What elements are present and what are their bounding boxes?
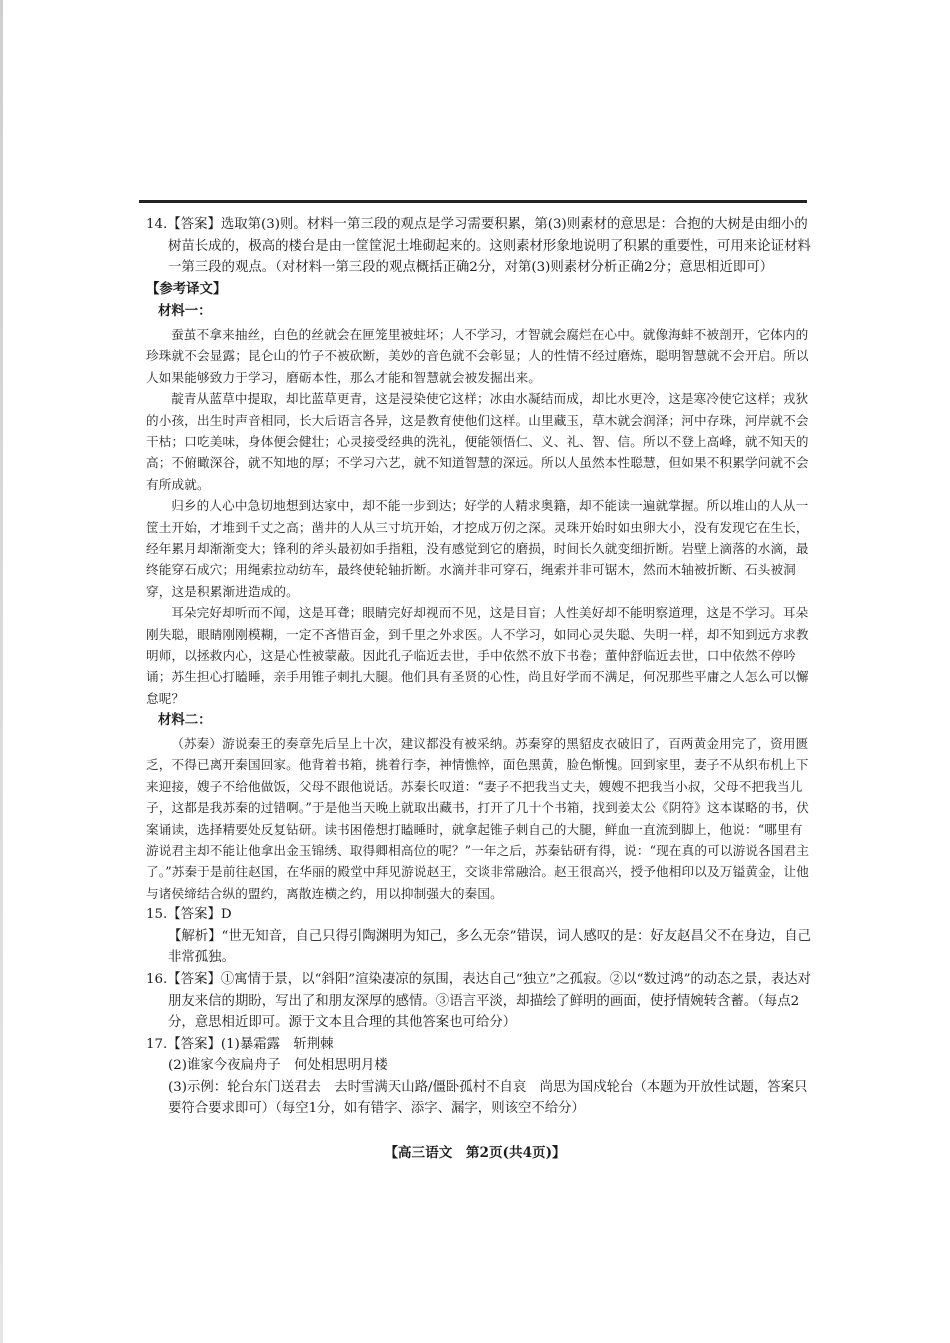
material1-paragraph: 蚕茧不拿来抽丝，白色的丝就会在匣笼里被蛀坏；人不学习，才智就会腐烂在心中。就像海蚌不被剖开，它体内的珍珠就不会显露；昆仑山的竹子不被砍断，美妙的音色就不会彰显；人的性情不经过磨炼，聪明智慧就不会开启。所以人如果能够致力于学习，磨砺本性，那么才能和智慧就会被发掘出来。 xyxy=(146,326,809,385)
q15-analysis: 【解析】“世无知音，自己只得引陶渊明为知己，多么无奈”错误，词人感叹的是：好友赵昌父不在身边，自己非常孤独。 xyxy=(168,928,812,966)
q16-answer: 16.【答案】①寓情于景，以“斜阳”渲染凄凉的氛围，表达自己“独立”之孤寂。②以“数过鸿”的动态之景，表达对朋友来信的期盼，写出了和朋友深厚的感情。③语言平淡，却描绘了鲜明的画面，使抒情婉转含蓄。（每点2分，意思相近即可。源于文本且合理的其他答案也可给分） xyxy=(146,971,811,1031)
material2-label: 材料二： xyxy=(158,712,212,729)
material1-paragraph: 靛青从蓝草中提取，却比蓝草更青，这是浸染使它这样；冰由水凝结而成，却比水更冷，这是寒冷使它这样；戎狄的小孩，出生时声音相同，长大后语言各异，这是教育使他们这样。山里藏玉，草木就会润泽；河中存珠，河岸就不会干枯；口吃美味，身体便会健壮；心灵接受经典的洗礼，便能领悟仁、义、礼、智、信。所以不登上高峰，就不知天的高；不俯瞰深谷，就不知地的厚；不学习六艺，就不知道智慧的深远。所以人虽然本性聪慧，但如果不积累学问就不会有所成就。 xyxy=(146,391,809,492)
page-content xyxy=(146,214,812,1120)
q17-answer-line1: 17.【答案】(1)暴霜露 斩荆棘 xyxy=(146,1036,334,1052)
top-rule xyxy=(139,200,807,203)
q17-answer-line2: (2)谁家今夜扁舟子 何处相思明月楼 xyxy=(168,1058,388,1074)
material1-paragraph: 归乡的人心中急切地想到达家中，却不能一步到达；好学的人精求奥籍，却不能读一遍就掌握。所以堆山的人从一筐土开始，才堆到千丈之高；凿井的人从三寸坑开始，才挖成万仞之深。灵珠开始时如虫卵大小，没有发现它在生长，经年累月却渐渐变大；锋利的斧头最初如手指粗，没有感觉到它的磨损，时间长久就变细折断。岩壁上滴落的水滴，最终能穿石成穴；用绳索拉动纺车，最终使轮轴折断。水滴并非可穿石，绳索并非可锯木，然而木轴被折断、石头被洞穿，这是积累渐进造成的。 xyxy=(146,498,809,599)
q17-answer-line3: (3)示例：轮台东门送君去 去时雪满天山路/僵卧孤村不自哀 尚思为国戍轮台（本题为开放性试题，答案只要符合要求即可）（每空1分，如有错字、添字、漏字，则该空不给分） xyxy=(168,1079,808,1117)
q15-answer: 15.【答案】D xyxy=(146,907,232,923)
material2-paragraph: （苏秦）游说秦王的奏章先后呈上十次，建议都没有被采纳。苏秦穿的黑貂皮衣破旧了，百两黄金用完了，资用匮乏，不得已离开秦国回家。他背着书箱，挑着行李，神情憔悴，面色黑黄，脸色惭愧。回到家里，妻子不从织布机上下来迎接，嫂子不给他做饭，父母不跟他说话。苏秦长叹道：“妻子不把我当丈夫，嫂嫂不把我当小叔，父母不把我当儿子，这都是我苏秦的过错啊。”于是他当天晚上就取出藏书，打开了几十个书箱，找到姜太公《阴符》这本谋略的书，伏案诵读，选择精要处反复钻研。读书困倦想打瞌睡时，就拿起锥子刺自己的大腿，鲜血一直流到脚上，他说：“哪里有游说君主却不能让他拿出金玉锦绣、取得卿相高位的呢？”一年之后，苏秦钻研有得，说：“现在真的可以游说各国君主了。”苏秦于是前往赵国，在华丽的殿堂中拜见游说赵王，交谈非常融洽。赵王很高兴，授予他相印以及万镒黄金，让他与诸侯缔结合纵的盟约，离散连横之约，用以抑制强大的秦国。 xyxy=(146,735,810,901)
page-footer: 【高三语文 第2页(共4页)】 xyxy=(384,1145,566,1161)
material1-label: 材料一： xyxy=(158,303,212,320)
q14-answer: 14.【答案】选取第(3)则。材料一第三段的观点是学习需要积累，第(3)则素材的意思是：合抱的大树是由细小的树苗长成的，极高的楼台是由一筐筐泥土堆砌起来的。这则素材形象地说明了积累的重要性，可用来论证材料一第三段的观点。（对材料一第三段的观点概括正确2分，对第(3)则素材分析正确2分；意思相近即可） xyxy=(146,217,811,276)
material1-paragraph: 耳朵完好却听而不闻，这是耳聋；眼睛完好却视而不见，这是目盲；人性美好却不能明察道理，这是不学习。耳朵刚失聪，眼睛刚刚模糊，一定不吝惜百金，到千里之外求医。人不学习，如同心灵失聪、失明一样，却不知到远方求教明师，以拯救内心，这是心性被蒙蔽。因此孔子临近去世，手中依然不放下书卷；董仲舒临近去世，口中依然不停吟诵；苏生担心打瞌睡，亲手用锥子刺扎大腿。他们具有圣贤的心性，尚且好学而不满足，何况那些平庸之人怎么可以懈怠呢？ xyxy=(146,605,809,706)
reference-heading: 【参考译文】 xyxy=(146,280,227,297)
